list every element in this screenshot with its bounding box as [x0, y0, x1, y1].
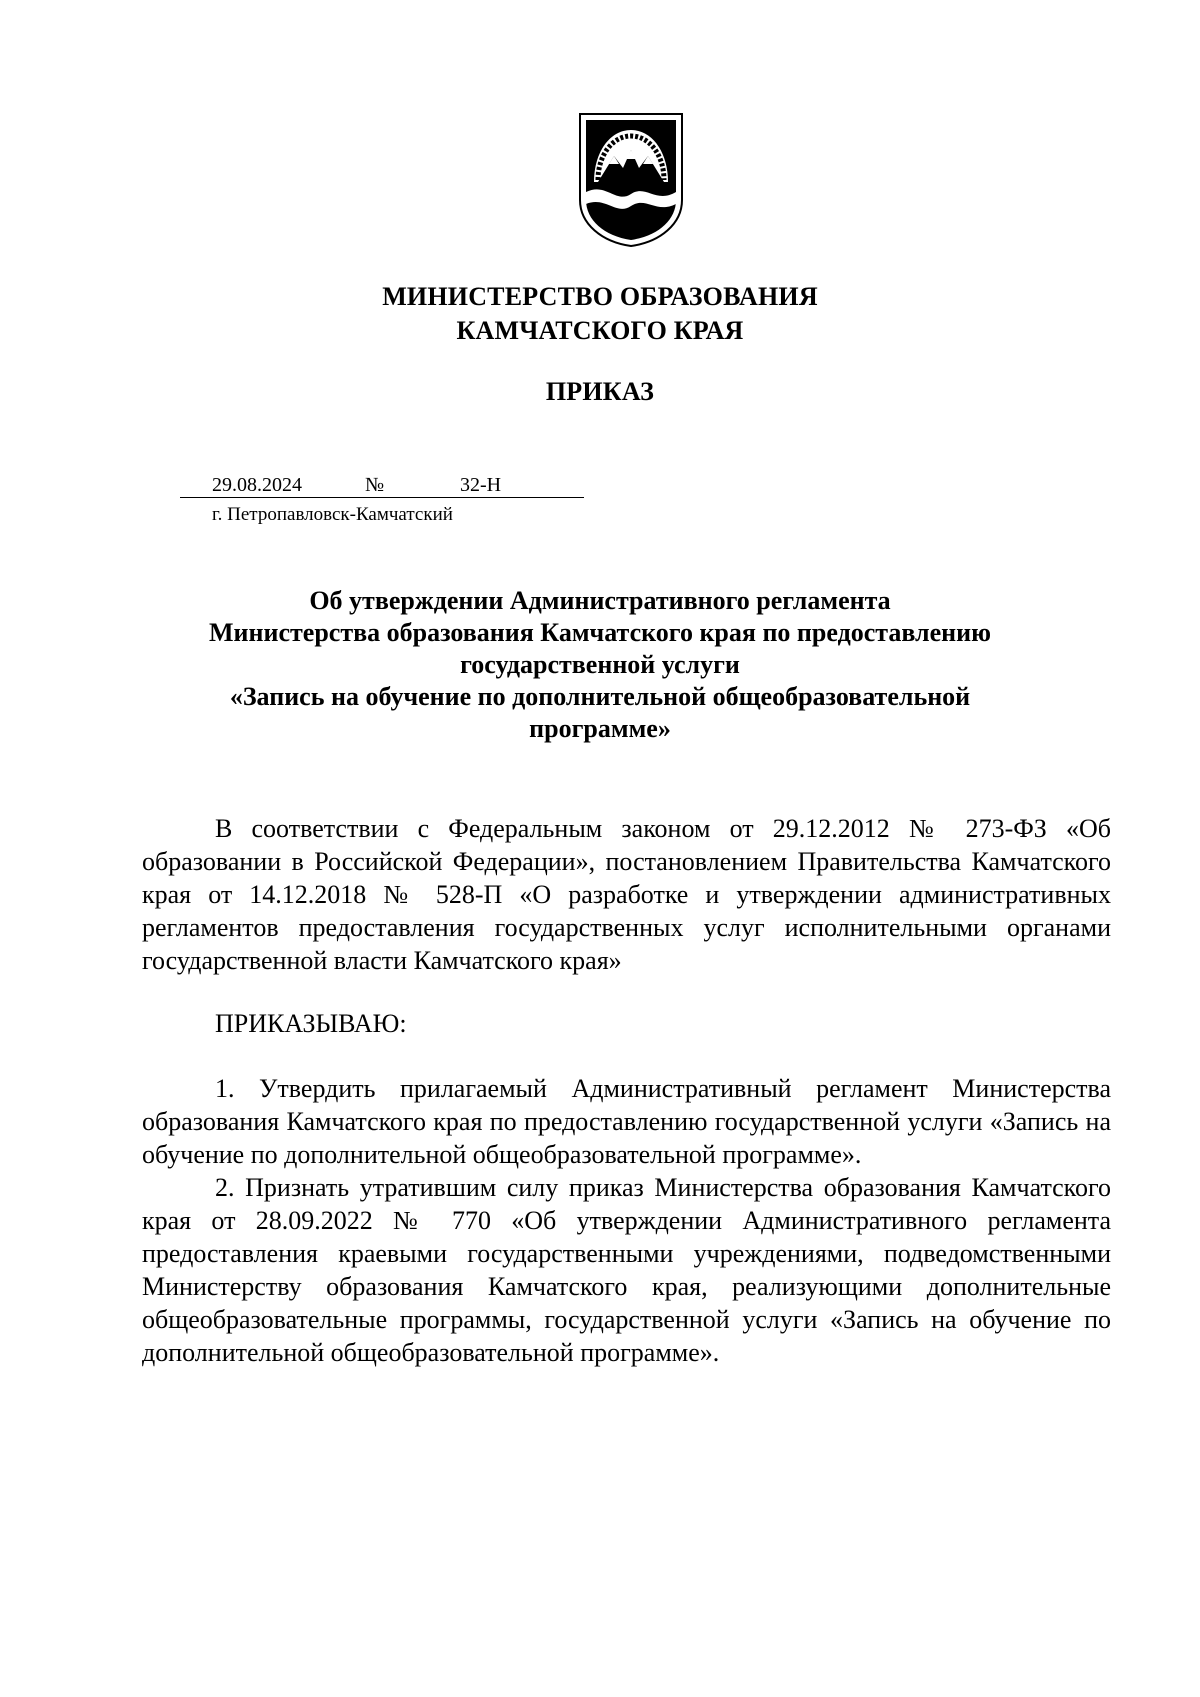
ministry-name — [0, 280, 1200, 348]
order-item-2: 2. Признать утратившим силу приказ Министерства образования Камчатского края от 28.09.2022 № 770 «Об утверждении Административного регламента предоставления краевыми государственными учреждениями, подведомственными Министерству образования Камчатского края, реализующими дополнительные общеобразовательные программы, государственной услуги «Запись на обучение по дополнительной общеобразовательной программе». — [142, 1173, 1111, 1367]
ministry-name-line-1: МИНИСТЕРСТВО ОБРАЗОВАНИЯ — [382, 282, 818, 311]
date-number-underline — [180, 497, 584, 498]
document-date: 29.08.2024 — [212, 474, 302, 496]
order-word: ПРИКАЗЫВАЮ: — [215, 1009, 407, 1038]
intro-paragraph: В соответствии с Федеральным законом от 29.12.2012 № 273-ФЗ «Об образовании в Российской Федерации», постановлением Правительства Камчатского края от 14.12.2018 № 528-П «О разработке и утверждении административных регламентов предоставления государственных услуг исполнительными органами государственной власти Камчатского края» — [142, 814, 1111, 975]
document-type: ПРИКАЗ — [545, 377, 655, 406]
title-line-5: программе» — [529, 714, 671, 743]
number-sign: № — [365, 474, 385, 496]
document-city: г. Петропавловск-Камчатский — [212, 504, 453, 525]
title-line-2: Министерства образования Камчатского края по предоставлению — [208, 618, 992, 647]
title-line-4: «Запись на обучение по дополнительной общеобразовательной — [229, 682, 971, 711]
kamchatka-coat-of-arms-icon — [576, 112, 686, 248]
title-line-3: государственной услуги — [460, 650, 740, 679]
document-title — [130, 585, 1070, 745]
document-number: 32-Н — [460, 474, 502, 496]
title-line-1: Об утверждении Административного регламента — [309, 586, 891, 615]
ministry-name-line-2: КАМЧАТСКОГО КРАЯ — [456, 316, 744, 345]
order-item-1: 1. Утвердить прилагаемый Административный регламент Министерства образования Камчатского края по предоставлению государственной услуги «Запись на обучение по дополнительной общеобразовательной программе». — [142, 1074, 1111, 1169]
